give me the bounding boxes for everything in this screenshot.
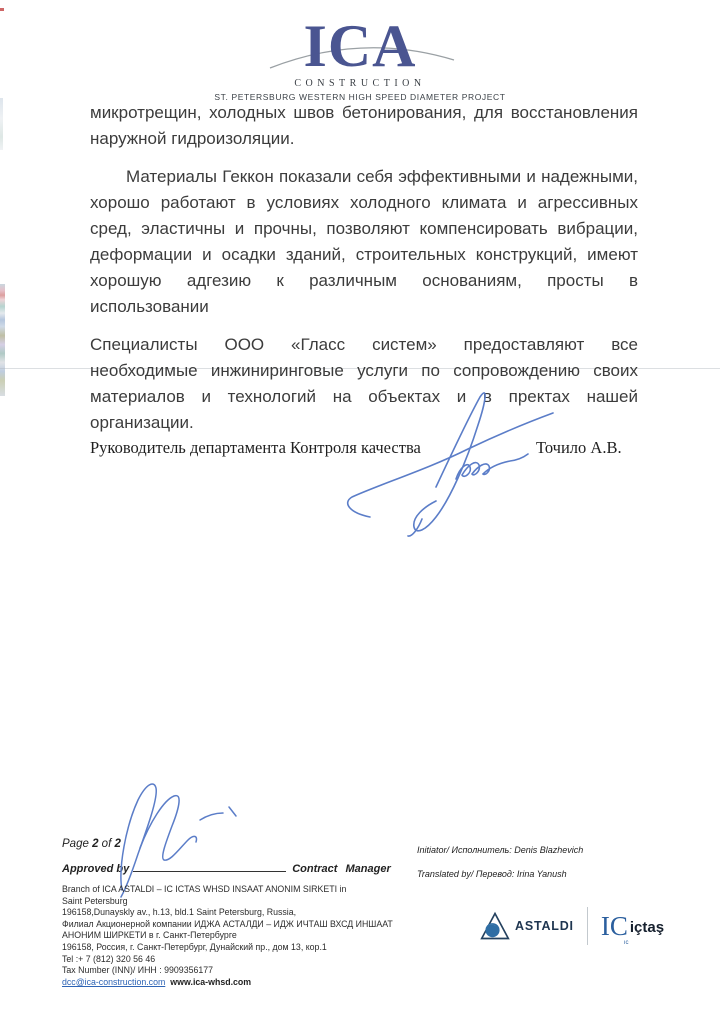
company-logo: ICA	[303, 13, 417, 79]
logo-divider	[587, 907, 588, 945]
astaldi-triangle-icon	[480, 910, 510, 942]
ictas-logo	[600, 910, 665, 946]
logo-project-caption: ST. PETERSBURG WESTERN HIGH SPEED DIAMETER PROJECT	[214, 92, 506, 102]
translator-line	[417, 862, 583, 886]
handwritten-signature	[338, 387, 558, 537]
ictas-logo-text: içtaş	[629, 918, 665, 936]
contact-links-line	[62, 977, 393, 989]
signer-name: Точило А.В.	[536, 438, 622, 457]
address-line: 196158,Dunayskly av., h.13, bld.1 Saint Petersburg, Russia,	[62, 907, 297, 918]
tax-number-line: Tax Number (INN)/ ИНН : 9909356177	[62, 965, 214, 976]
paragraph-continued: микротрещин, холодных швов бетонирования, для восстановления наружной гидроизоляции.	[90, 103, 638, 148]
email-link[interactable]: dcc@ica-construction.com	[62, 976, 166, 987]
address-line: АНОНИМ ШИРКЕТИ в г. Санкт-Петербурге	[62, 930, 237, 941]
initiator-translator-block	[417, 838, 583, 886]
page-label: Page	[62, 838, 89, 850]
address-line: Филиал Акционерной компании ИДЖА АСТАЛДИ – ИДЖ ИЧТАШ ВХСД ИНШААТ	[62, 918, 393, 929]
scan-artifact-strip-top	[0, 98, 3, 150]
address-line: Saint Petersburg	[62, 895, 128, 906]
company-address-block	[62, 884, 393, 988]
translator-name: Irina Yanush	[516, 869, 567, 879]
partner-logos	[480, 903, 664, 949]
translator-label: Translated by/ Перевод:	[417, 869, 515, 879]
initiator-label: Initiator/ Исполнитель:	[417, 845, 512, 855]
initiator-name: Denis Blazhevich	[514, 845, 584, 855]
initiator-line	[417, 838, 583, 862]
approval-handwritten-signature	[88, 778, 238, 898]
logo-subtitle: CONSTRUCTION	[294, 78, 426, 89]
astaldi-logo	[480, 910, 574, 942]
approver-role: Contract Manager	[292, 863, 391, 875]
paragraph-specialists: Специалисты ООО «Гласс систем» предоставляют все необходимые инжиниринговые услуги по сопровождению своих материалов и технологий на объектах и в пректах нашей организации.	[90, 335, 638, 432]
scan-artifact-strip	[0, 284, 5, 396]
astaldi-logo-text: ASTALDI	[515, 919, 574, 933]
page-total: 2	[114, 838, 121, 850]
ictas-ic-mark: IC	[600, 910, 628, 941]
phone-line: Tel :+ 7 (812) 320 56 46	[62, 953, 156, 964]
scan-artifact-dot	[0, 8, 4, 11]
ictas-sub-mark: ıc	[623, 939, 629, 946]
paragraph-materials: Материалы Геккон показали себя эффективными и надежными, хорошо работают в условиях холодного климата и агрессивных сред, эластичны и прочны, позволяют компенсировать вибрации, деформации и осадки зданий, строительных конструкций, имеют хорошую адгезию к различным основаниям, просты в использовании	[90, 167, 638, 316]
address-line: 196158, Россия, г. Санкт-Петербург, Дунайский пр., дом 13, кор.1	[62, 941, 327, 952]
address-line: Branch of ICA ASTALDI – IC ICTAS WHSD INSAAT ANONIM SIRKETI in	[62, 884, 347, 894]
website-text: www.ica-whsd.com	[170, 976, 252, 987]
signer-position-title: Руководитель департамента Контроля качества	[90, 438, 421, 457]
approved-by-label: Approved by	[62, 863, 130, 875]
page-current: 2	[92, 838, 99, 850]
page-of-label: of	[101, 838, 112, 850]
